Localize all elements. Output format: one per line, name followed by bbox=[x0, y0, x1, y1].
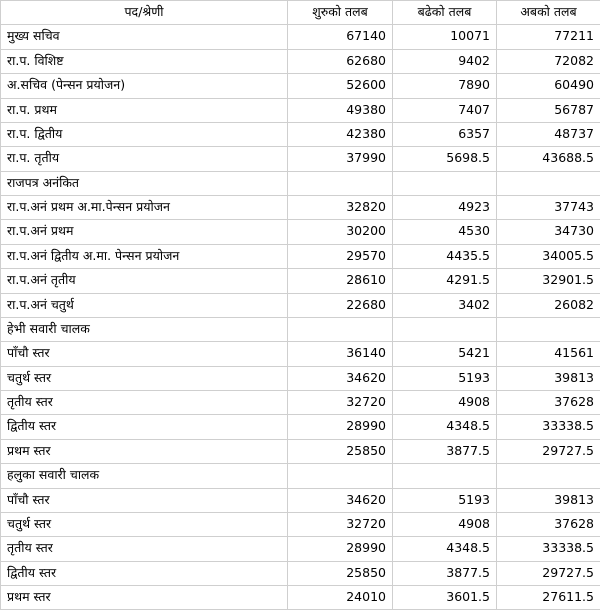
table-row bbox=[1, 74, 600, 98]
row-increase bbox=[393, 464, 497, 488]
row-start-salary: 32720 bbox=[288, 512, 393, 536]
table-row bbox=[1, 317, 600, 341]
row-start-salary: 28610 bbox=[288, 269, 393, 293]
row-increase: 7407 bbox=[393, 98, 497, 122]
row-increase: 5698.5 bbox=[393, 147, 497, 171]
row-increase: 4923 bbox=[393, 196, 497, 220]
table-header bbox=[1, 1, 600, 25]
row-new-salary: 27611.5 bbox=[497, 586, 600, 610]
table-row bbox=[1, 49, 600, 73]
row-start-salary bbox=[288, 464, 393, 488]
row-new-salary: 26082 bbox=[497, 293, 600, 317]
table-row bbox=[1, 293, 600, 317]
table-row bbox=[1, 342, 600, 366]
row-title: रा.प.अनं द्वितीय अ.मा. पेन्सन प्रयोजन bbox=[1, 244, 288, 268]
row-new-salary: 39813 bbox=[497, 488, 600, 512]
row-start-salary: 28990 bbox=[288, 415, 393, 439]
row-new-salary: 33338.5 bbox=[497, 415, 600, 439]
row-start-salary bbox=[288, 171, 393, 195]
row-title: रा.प. विशिष्ट bbox=[1, 49, 288, 73]
row-start-salary: 32720 bbox=[288, 391, 393, 415]
row-new-salary: 34005.5 bbox=[497, 244, 600, 268]
row-section-label: हलुका सवारी चालक bbox=[1, 464, 288, 488]
row-new-salary: 33338.5 bbox=[497, 537, 600, 561]
row-increase: 4908 bbox=[393, 391, 497, 415]
row-title: पाँचौ स्तर bbox=[1, 342, 288, 366]
row-title: चतुर्थ स्तर bbox=[1, 512, 288, 536]
row-increase: 5193 bbox=[393, 488, 497, 512]
row-start-salary: 52600 bbox=[288, 74, 393, 98]
table-row bbox=[1, 439, 600, 463]
row-start-salary: 42380 bbox=[288, 122, 393, 146]
row-new-salary: 37628 bbox=[497, 391, 600, 415]
row-start-salary: 37990 bbox=[288, 147, 393, 171]
row-new-salary: 32901.5 bbox=[497, 269, 600, 293]
row-section-label: राजपत्र अनंकित bbox=[1, 171, 288, 195]
row-title: द्वितीय स्तर bbox=[1, 561, 288, 585]
row-increase: 4908 bbox=[393, 512, 497, 536]
row-start-salary: 36140 bbox=[288, 342, 393, 366]
row-increase: 3877.5 bbox=[393, 439, 497, 463]
row-new-salary: 77211 bbox=[497, 25, 600, 49]
table-row bbox=[1, 391, 600, 415]
table-row bbox=[1, 415, 600, 439]
table-row bbox=[1, 464, 600, 488]
row-title: रा.प. तृतीय bbox=[1, 147, 288, 171]
column-header-start-salary: शुरुको तलब bbox=[288, 1, 393, 25]
row-title: मुख्य सचिव bbox=[1, 25, 288, 49]
row-new-salary: 39813 bbox=[497, 366, 600, 390]
row-new-salary: 72082 bbox=[497, 49, 600, 73]
row-increase: 5421 bbox=[393, 342, 497, 366]
table-row bbox=[1, 196, 600, 220]
row-title: प्रथम स्तर bbox=[1, 439, 288, 463]
row-new-salary: 43688.5 bbox=[497, 147, 600, 171]
row-title: रा.प. प्रथम bbox=[1, 98, 288, 122]
row-start-salary: 34620 bbox=[288, 488, 393, 512]
row-title: प्रथम स्तर bbox=[1, 586, 288, 610]
row-title: द्वितीय स्तर bbox=[1, 415, 288, 439]
row-start-salary: 25850 bbox=[288, 561, 393, 585]
row-increase: 9402 bbox=[393, 49, 497, 73]
row-title: पाँचौ स्तर bbox=[1, 488, 288, 512]
row-new-salary: 60490 bbox=[497, 74, 600, 98]
column-header-new-salary: अबको तलब bbox=[497, 1, 600, 25]
row-title: रा.प.अनं तृतीय bbox=[1, 269, 288, 293]
row-increase: 7890 bbox=[393, 74, 497, 98]
row-increase: 4348.5 bbox=[393, 415, 497, 439]
row-title: अ.सचिव (पेन्सन प्रयोजन) bbox=[1, 74, 288, 98]
table-row bbox=[1, 220, 600, 244]
row-new-salary bbox=[497, 171, 600, 195]
row-start-salary: 28990 bbox=[288, 537, 393, 561]
table-row bbox=[1, 25, 600, 49]
row-increase: 4291.5 bbox=[393, 269, 497, 293]
table-header-row bbox=[1, 1, 600, 25]
table-row bbox=[1, 488, 600, 512]
table-body bbox=[1, 25, 600, 610]
table-row bbox=[1, 98, 600, 122]
row-increase: 4530 bbox=[393, 220, 497, 244]
row-title: रा.प.अनं चतुर्थ bbox=[1, 293, 288, 317]
table-row bbox=[1, 171, 600, 195]
row-start-salary: 34620 bbox=[288, 366, 393, 390]
table-row bbox=[1, 122, 600, 146]
table-row bbox=[1, 269, 600, 293]
row-new-salary: 37743 bbox=[497, 196, 600, 220]
row-new-salary bbox=[497, 464, 600, 488]
row-increase: 3402 bbox=[393, 293, 497, 317]
row-start-salary bbox=[288, 317, 393, 341]
row-title: चतुर्थ स्तर bbox=[1, 366, 288, 390]
row-title: रा.प.अनं प्रथम bbox=[1, 220, 288, 244]
row-new-salary: 41561 bbox=[497, 342, 600, 366]
row-start-salary: 22680 bbox=[288, 293, 393, 317]
row-increase: 4348.5 bbox=[393, 537, 497, 561]
table-row bbox=[1, 366, 600, 390]
table-row bbox=[1, 561, 600, 585]
table-row bbox=[1, 537, 600, 561]
row-increase: 6357 bbox=[393, 122, 497, 146]
row-new-salary: 34730 bbox=[497, 220, 600, 244]
column-header-title: पद/श्रेणी bbox=[1, 1, 288, 25]
row-increase: 3601.5 bbox=[393, 586, 497, 610]
row-increase: 10071 bbox=[393, 25, 497, 49]
row-start-salary: 24010 bbox=[288, 586, 393, 610]
row-start-salary: 62680 bbox=[288, 49, 393, 73]
row-new-salary: 37628 bbox=[497, 512, 600, 536]
row-start-salary: 32820 bbox=[288, 196, 393, 220]
row-title: रा.प.अनं प्रथम अ.मा.पेन्सन प्रयोजन bbox=[1, 196, 288, 220]
row-new-salary bbox=[497, 317, 600, 341]
row-title: रा.प. द्वितीय bbox=[1, 122, 288, 146]
row-new-salary: 56787 bbox=[497, 98, 600, 122]
row-new-salary: 48737 bbox=[497, 122, 600, 146]
row-start-salary: 25850 bbox=[288, 439, 393, 463]
column-header-increase: बढेको तलब bbox=[393, 1, 497, 25]
row-start-salary: 29570 bbox=[288, 244, 393, 268]
row-title: तृतीय स्तर bbox=[1, 537, 288, 561]
row-increase bbox=[393, 317, 497, 341]
table-row bbox=[1, 244, 600, 268]
table-row bbox=[1, 586, 600, 610]
row-start-salary: 67140 bbox=[288, 25, 393, 49]
row-new-salary: 29727.5 bbox=[497, 561, 600, 585]
row-section-label: हेभी सवारी चालक bbox=[1, 317, 288, 341]
row-increase: 5193 bbox=[393, 366, 497, 390]
table-row bbox=[1, 147, 600, 171]
row-increase: 4435.5 bbox=[393, 244, 497, 268]
table-row bbox=[1, 512, 600, 536]
row-new-salary: 29727.5 bbox=[497, 439, 600, 463]
row-title: तृतीय स्तर bbox=[1, 391, 288, 415]
row-start-salary: 49380 bbox=[288, 98, 393, 122]
row-increase bbox=[393, 171, 497, 195]
row-start-salary: 30200 bbox=[288, 220, 393, 244]
row-increase: 3877.5 bbox=[393, 561, 497, 585]
